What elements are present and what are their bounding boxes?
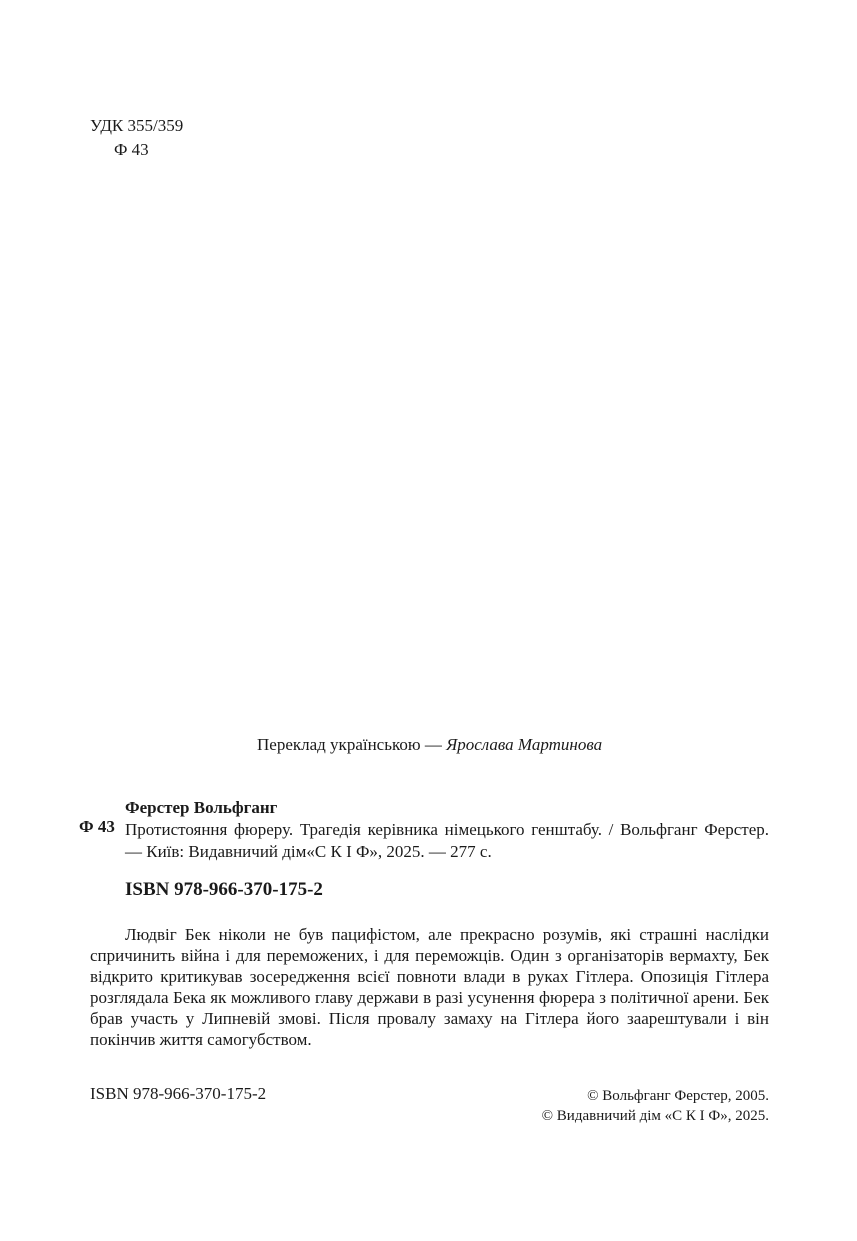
copyright-publisher: © Видавничий дім «С К І Ф», 2025. [541, 1108, 769, 1124]
catalog-code: Ф 43 [79, 817, 115, 836]
author-sign-code: Ф 43 [114, 140, 149, 159]
translation-prefix: Переклад українською — [257, 735, 447, 754]
footer-isbn: ISBN 978-966-370-175-2 [90, 1084, 267, 1103]
translator-name: Ярослава Мартинова [446, 735, 603, 754]
translation-credit [257, 735, 602, 755]
catalog-author: Ферстер Вольфганг [125, 798, 278, 817]
catalog-isbn: ISBN 978-966-370-175-2 [125, 879, 323, 900]
book-abstract: Людвіг Бек ніколи не був пацифістом, але прекрасно розумів, які страшні наслідки спричинить війна і для переможених, і для переможців. Один з організаторів вермахту, Бек відкрито критикував зосередження всієї повноти влади в руках Гітлера. Опозиція Гітлера розглядала Бека як можливого главу держави в разі усунення фюрера з політичної арени. Бек брав участь у Липневій змові. Після провалу замаху на Гітлера його заарештували і він покінчив життя самогубством. [90, 925, 769, 1049]
udk-classification: УДК 355/359 [90, 116, 184, 135]
copyright-author: © Вольфганг Ферстер, 2005. [587, 1088, 769, 1104]
catalog-record [125, 797, 769, 863]
catalog-description: Протистояння фюреру. Трагедія керівника німецького генштабу. / Вольфганг Ферстер. — Київ: Видавничий дім«С К І Ф», 2025. — 277 с. [125, 820, 769, 861]
copyright-block [542, 1086, 769, 1126]
